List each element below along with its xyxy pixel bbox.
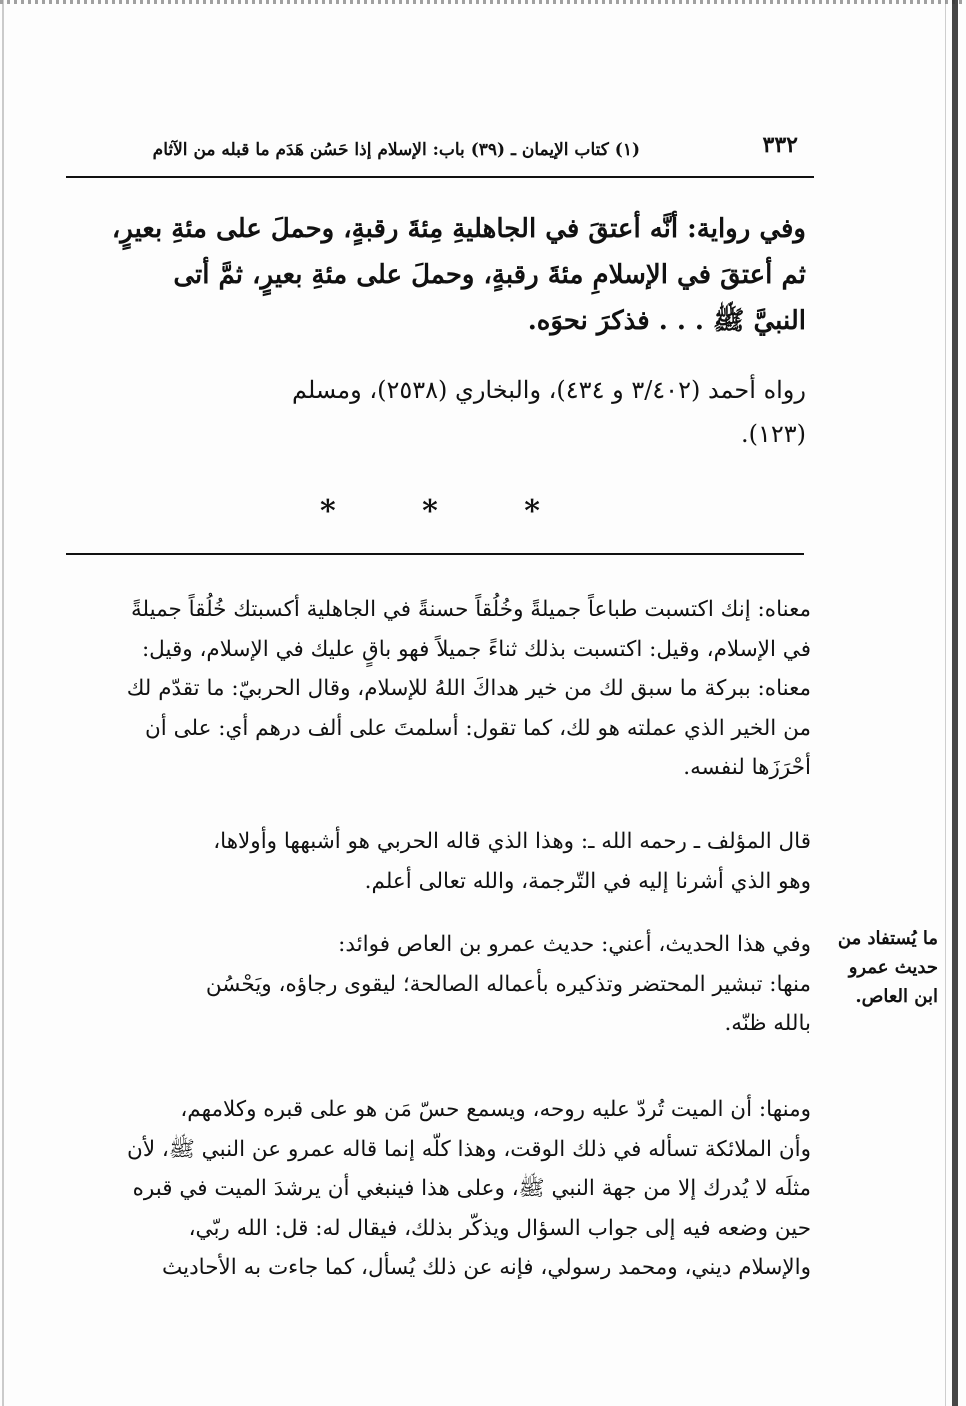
hadith-line: النبيَّ ﷺ . . . فذكرَ نحوَه. [527, 306, 806, 336]
source-line: (١٢٣). [740, 420, 806, 448]
commentary-line: وهو الذي أشرنا إليه في التّرجمة، والله تعالى أعلم. [364, 868, 811, 894]
commentary-line: بالله ظنّه. [724, 1011, 811, 1036]
commentary-paragraph-2 [46, 822, 811, 901]
separator-star: * [524, 494, 540, 529]
page-header [68, 128, 816, 174]
commentary-line: معناه: إنك اكتسبت طباعاً جميلةً وخُلُقاً حسنةً في الجاهلية أكسبتك خُلُقاً جميلةً [130, 597, 811, 622]
page-number: ٣٣٢ [762, 132, 798, 158]
notes-rule [66, 553, 804, 555]
commentary-line: أحْرَزَها لنفسه. [683, 755, 811, 780]
commentary-paragraph-1 [46, 590, 811, 788]
separator-star: * [320, 494, 336, 529]
scan-edge-top [0, 0, 966, 4]
commentary-line: معناه: ببركة ما سبق لك من خير هداكَ اللهُ للإسلام، وقال الحربيّ: ما تقدّم لك [126, 676, 811, 701]
scan-edge-line [945, 0, 946, 1406]
scan-edge-left [2, 0, 4, 1406]
hadith-line: ثم أعتقَ في الإسلامِ مئةَ رقبةٍ، وحملَ على مئةِ بعيرٍ، ثمَّ أتى [173, 260, 806, 290]
margin-note-line: حديث عمرو [848, 957, 938, 978]
commentary-line: والإسلام ديني، ومحمد رسولي، فإنه عن ذلك يُسأل، كما جاءت به الأحاديث [162, 1255, 811, 1280]
commentary-line: قال المؤلف ـ رحمه الله ـ: وهذا الذي قاله الحربي هو أشبهها وأولاها، [213, 829, 811, 854]
commentary-line: ومنها: أن الميت تُردّ عليه روحه، ويسمع حسّ مَن هو على قبره وكلامهم، [180, 1097, 811, 1122]
margin-note-line: ما يُستفاد من [837, 928, 938, 949]
commentary-paragraph-4 [46, 1090, 811, 1288]
hadith-source [46, 368, 806, 456]
commentary-line: من الخير الذي عملته هو لك، كما تقول: أسلمتَ على ألف درهم أي: على أن [144, 715, 811, 741]
section-separator [320, 494, 540, 529]
margin-note-line: ابن العاص. [855, 986, 938, 1007]
separator-star: * [422, 494, 438, 529]
commentary-line: مثلَه لا يُدرك إلا من جهة النبي ﷺ، وعلى هذا فينبغي أن يرشدَ الميت في قبره [132, 1176, 811, 1201]
margin-note [826, 924, 938, 1011]
source-line: رواه أحمد (٣/٤٠٢ و ٤٣٤)، والبخاري (٢٥٣٨)، ومسلم [291, 376, 806, 404]
running-title: (١) كتاب الإيمان ـ (٣٩) باب: الإسلام إذا حَسُن هَدَم ما قبله من الآثام [152, 140, 640, 160]
hadith-text [46, 206, 806, 344]
commentary-paragraph-3 [46, 925, 811, 1044]
header-rule [66, 176, 814, 178]
commentary-line: في الإسلام، وقيل: اكتسبت بذلك ثناءً جميلاً فهو باقٍ عليك في الإسلام، وقيل: [141, 636, 811, 662]
commentary-line: وفي هذا الحديث، أعني: حديث عمرو بن العاص فوائد: [338, 932, 811, 957]
scan-edge-right [952, 0, 958, 1406]
commentary-line: منها: تبشير المحتضر وتذكيره بأعماله الصالحة؛ ليقوى رجاؤه، ويَحْسُن [205, 971, 811, 997]
commentary-line: حين وضعه فيه إلى جواب السؤال ويذكّر بذلك، فيقال له: قل: الله ربّي، [188, 1215, 811, 1241]
commentary-line: وأن الملائكة تسأله في ذلك الوقت، وهذا كلّه إنما قاله عمرو عن النبي ﷺ، لأن [127, 1136, 811, 1162]
hadith-line: وفي رواية: أنَّه أعتقَ في الجاهليةِ مِئةَ رقبةٍ، وحملَ على مئةِ بعيرٍ، [111, 214, 806, 244]
